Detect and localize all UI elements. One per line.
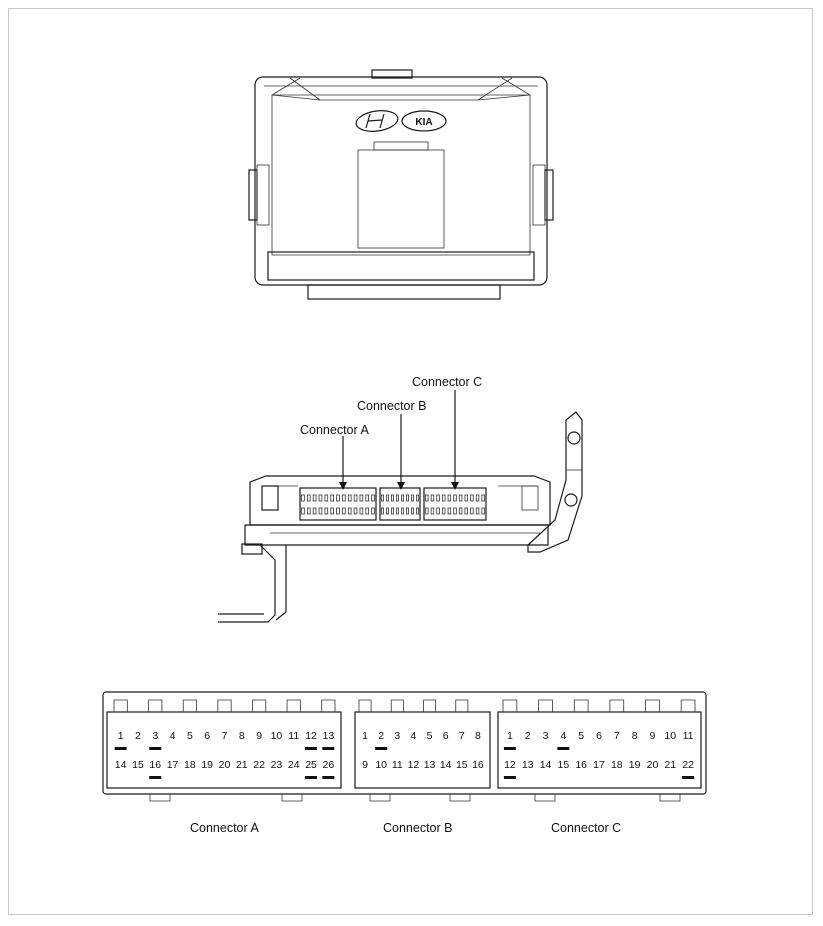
pin-c-14: 14 [539,759,552,771]
pin-b-5: 5 [426,730,433,742]
pin-a-13: 13 [322,730,335,742]
connector-c-label: Connector C [551,821,622,835]
side-pin [442,508,445,514]
pin-a-12: 12 [305,730,317,742]
pin-c-6: 6 [596,730,602,742]
side-pin [412,495,414,501]
pin-marker [149,776,161,779]
latch [424,700,436,712]
side-connector-b-label: Connector B [357,399,427,413]
side-pin [437,508,440,514]
side-pin [382,508,384,514]
pin-c-19: 19 [628,759,641,771]
side-pin [402,495,404,501]
pin-marker [149,747,161,750]
side-pin [465,508,468,514]
latch [114,700,127,712]
pin-b-12: 12 [407,759,420,771]
connector-b-label: Connector B [383,821,453,835]
side-pin [354,508,357,514]
pin-marker [322,776,334,779]
side-pin [465,495,468,501]
pin-marker [305,776,317,779]
pin-marker [557,747,569,750]
pin-b-14: 14 [439,759,452,771]
pin-a-22: 22 [253,759,265,771]
pin-c-11: 11 [682,730,694,742]
module-side-view [218,412,582,622]
side-pin [448,508,451,514]
pin-b-7: 7 [458,730,465,742]
pin-c-3: 3 [542,730,549,742]
latch [610,700,624,712]
pin-marker [322,747,334,750]
latch [681,700,695,712]
side-pin [319,495,322,501]
pin-c-20: 20 [646,759,659,771]
side-pin [342,508,345,514]
pin-marker [682,776,694,779]
connector-pinout [103,692,706,801]
latch [149,700,162,712]
side-pin [437,495,440,501]
pin-c-13: 13 [521,759,534,771]
side-pin [337,508,340,514]
pin-a-15: 15 [132,759,144,771]
pin-a-23: 23 [270,759,283,771]
pin-a-11: 11 [288,730,300,742]
side-pin [431,495,434,501]
pin-b-9: 9 [362,759,368,771]
side-pin [482,495,485,501]
pin-c-2: 2 [524,730,531,742]
pin-marker [504,747,516,750]
side-pin [454,495,457,501]
side-pin [387,508,389,514]
pin-c-16: 16 [575,759,588,771]
pin-b-2: 2 [378,730,385,742]
pin-a-19: 19 [201,759,214,771]
latch [503,700,517,712]
side-pin [387,495,389,501]
side-pin [459,508,462,514]
side-pin [402,508,404,514]
side-pin [360,508,363,514]
side-pin [412,508,414,514]
pin-b-3: 3 [394,730,401,742]
side-pin [313,508,316,514]
side-pin [476,508,479,514]
side-pin [426,495,429,501]
side-pin [307,508,310,514]
side-pin [337,495,340,501]
side-pin [392,495,394,501]
side-pin [325,508,328,514]
pin-a-9: 9 [256,730,263,742]
pin-a-21: 21 [235,759,248,771]
side-pin [392,508,394,514]
latch [391,700,403,712]
pin-c-10: 10 [664,730,677,742]
side-pin [307,495,310,501]
latch [252,700,265,712]
latch [574,700,588,712]
pin-a-20: 20 [218,759,231,771]
kia-logo-icon [402,111,446,131]
side-pin [397,508,399,514]
latch [287,700,300,712]
pin-b-4: 4 [410,730,417,742]
pin-b-1: 1 [362,730,368,742]
side-pin [471,508,474,514]
side-pin [348,508,351,514]
pin-a-25: 25 [305,759,317,771]
pin-c-15: 15 [557,759,570,771]
svg-text:KIA: KIA [415,117,433,128]
side-pin [482,508,485,514]
side-pin [476,495,479,501]
pin-b-8: 8 [475,730,481,742]
side-pin [397,495,399,501]
side-pin [325,495,328,501]
side-pin [313,495,316,501]
pin-b-16: 16 [472,759,484,771]
latch [359,700,371,712]
pin-c-17: 17 [593,759,605,771]
side-pin [417,495,419,501]
latch [539,700,553,712]
side-pin [302,508,305,514]
side-pin [431,508,434,514]
pin-marker [375,747,387,750]
pin-b-6: 6 [442,730,449,742]
pin-a-7: 7 [221,730,228,742]
side-pin [471,495,474,501]
side-pin [372,508,375,514]
pin-a-16: 16 [149,759,162,771]
latch [183,700,196,712]
pin-c-9: 9 [649,730,656,742]
pin-c-8: 8 [631,730,638,742]
side-pin [372,495,375,501]
side-pin [417,508,419,514]
pin-marker [305,747,317,750]
side-pin [302,495,305,501]
side-pin [426,508,429,514]
pin-b-10: 10 [375,759,388,771]
pin-c-7: 7 [613,730,620,742]
hyundai-logo-icon [355,108,399,134]
pin-b-15: 15 [455,759,468,771]
side-pin [459,495,462,501]
latch [322,700,335,712]
pin-a-24: 24 [287,759,300,771]
pin-a-2: 2 [135,730,141,742]
side-pin [366,495,369,501]
side-pin [448,495,451,501]
pin-c-12: 12 [504,759,516,771]
pin-c-4: 4 [560,730,567,742]
pin-a-5: 5 [186,730,193,742]
pin-b-11: 11 [391,759,403,771]
pin-a-6: 6 [204,730,211,742]
pin-b-13: 13 [423,759,436,771]
latch [646,700,660,712]
pin-c-5: 5 [578,730,585,742]
side-pin [331,495,334,501]
pin-a-10: 10 [270,730,283,742]
side-pin [354,495,357,501]
side-pin [342,495,345,501]
latch [218,700,231,712]
pin-a-4: 4 [169,730,176,742]
pin-a-17: 17 [166,759,179,771]
latch [456,700,468,712]
side-pin [360,495,363,501]
side-pin [454,508,457,514]
side-pin [442,495,445,501]
pin-c-21: 21 [664,759,677,771]
pin-a-14: 14 [114,759,127,771]
module-top-view [249,70,553,299]
side-pin [319,508,322,514]
pin-a-3: 3 [152,730,159,742]
side-pin [407,508,409,514]
connector-a-label: Connector A [190,821,259,835]
pin-a-1: 1 [117,730,124,742]
side-pin [331,508,334,514]
side-pin [382,495,384,501]
side-pin [348,495,351,501]
side-pin [407,495,409,501]
side-connector-c-label: Connector C [412,375,483,389]
pin-a-18: 18 [184,759,196,771]
pin-c-1: 1 [506,730,513,742]
pin-c-22: 22 [682,759,694,771]
pin-a-26: 26 [322,759,335,771]
side-pin [366,508,369,514]
pin-a-8: 8 [238,730,245,742]
pin-marker [115,747,127,750]
pin-c-18: 18 [610,759,623,771]
pin-marker [504,776,516,779]
side-connector-a-label: Connector A [300,423,369,437]
